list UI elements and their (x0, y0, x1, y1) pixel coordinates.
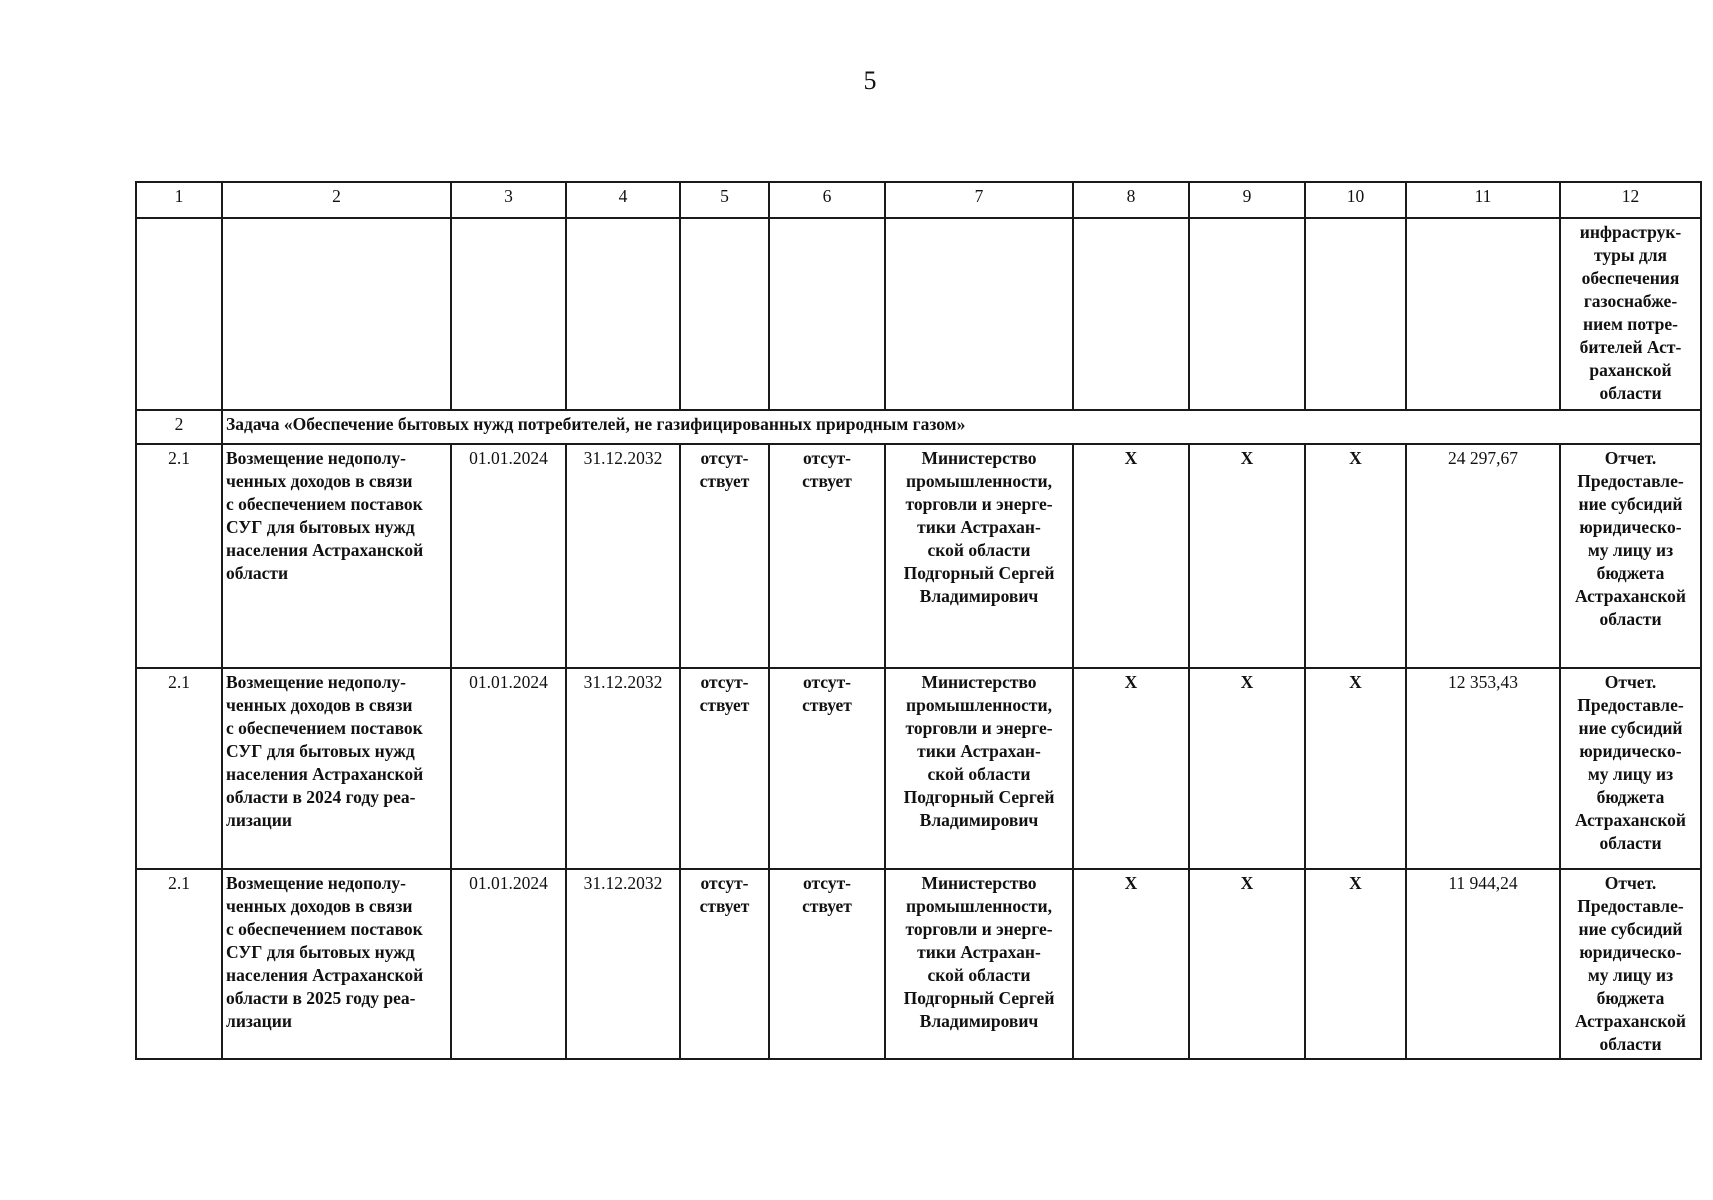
column-number: 5 (680, 182, 769, 218)
end-date: 31.12.2032 (566, 444, 680, 668)
start-date: 01.01.2024 (451, 444, 566, 668)
activity-name: Возмещение недополу- ченных доходов в связи с обеспечением поставок СУГ для бытовых нужд населения Астраханской области в 2024 году реа- лизации (222, 668, 451, 869)
empty-cell (885, 218, 1073, 410)
column-number: 6 (769, 182, 885, 218)
empty-cell (1073, 218, 1189, 410)
responsible-executor: Министерство промышленности, торговли и энерге- тики Астрахан- ской области Подгорный Сергей Владимирович (885, 668, 1073, 869)
col10-value: X (1305, 869, 1406, 1059)
column-number: 1 (136, 182, 222, 218)
empty-cell (769, 218, 885, 410)
row-number: 2.1 (136, 668, 222, 869)
column-number: 11 (1406, 182, 1560, 218)
col6-value: отсут- ствует (769, 869, 885, 1059)
col9-value: X (1189, 869, 1305, 1059)
result-cell: Отчет. Предоставле- ние субсидий юридическо- му лицу из бюджета Астраханской области (1560, 668, 1701, 869)
table-row (136, 444, 1701, 668)
column-number: 7 (885, 182, 1073, 218)
end-date: 31.12.2032 (566, 869, 680, 1059)
column-number: 4 (566, 182, 680, 218)
funding-amount: 11 944,24 (1406, 869, 1560, 1059)
empty-cell (136, 218, 222, 410)
row-number: 2.1 (136, 444, 222, 668)
col5-value: отсут- ствует (680, 668, 769, 869)
empty-cell (1305, 218, 1406, 410)
column-number: 3 (451, 182, 566, 218)
empty-cell (451, 218, 566, 410)
table-row (136, 668, 1701, 869)
activity-name: Возмещение недополу- ченных доходов в связи с обеспечением поставок СУГ для бытовых нужд населения Астраханской области (222, 444, 451, 668)
funding-amount: 24 297,67 (1406, 444, 1560, 668)
col5-value: отсут- ствует (680, 869, 769, 1059)
col8-value: X (1073, 444, 1189, 668)
responsible-executor: Министерство промышленности, торговли и энерге- тики Астрахан- ской области Подгорный Сергей Владимирович (885, 869, 1073, 1059)
empty-cell (222, 218, 451, 410)
activity-name: Возмещение недополу- ченных доходов в связи с обеспечением поставок СУГ для бытовых нужд населения Астраханской области в 2025 году реа- лизации (222, 869, 451, 1059)
col10-value: X (1305, 444, 1406, 668)
col6-value: отсут- ствует (769, 668, 885, 869)
funding-amount: 12 353,43 (1406, 668, 1560, 869)
empty-cell (680, 218, 769, 410)
result-cell: Отчет. Предоставле- ние субсидий юридическо- му лицу из бюджета Астраханской области (1560, 869, 1701, 1059)
col9-value: X (1189, 444, 1305, 668)
continuation-row (136, 218, 1701, 410)
col6-value: отсут- ствует (769, 444, 885, 668)
col5-value: отсут- ствует (680, 444, 769, 668)
column-number: 12 (1560, 182, 1701, 218)
column-number: 10 (1305, 182, 1406, 218)
col8-value: X (1073, 668, 1189, 869)
end-date: 31.12.2032 (566, 668, 680, 869)
col9-value: X (1189, 668, 1305, 869)
page-number: 5 (863, 66, 877, 95)
program-table (135, 181, 1702, 1060)
empty-cell (1406, 218, 1560, 410)
task-title: Задача «Обеспечение бытовых нужд потребителей, не газифицированных природным газом» (222, 410, 1701, 444)
result-cell: Отчет. Предоставле- ние субсидий юридическо- му лицу из бюджета Астраханской области (1560, 444, 1701, 668)
empty-cell (1189, 218, 1305, 410)
col10-value: X (1305, 668, 1406, 869)
row-number: 2.1 (136, 869, 222, 1059)
result-cell: инфраструк- туры для обеспечения газоснабже- нием потре- бителей Аст- раханской области (1560, 218, 1701, 410)
table-row (136, 869, 1701, 1059)
task-row (136, 410, 1701, 444)
start-date: 01.01.2024 (451, 869, 566, 1059)
task-number: 2 (136, 410, 222, 444)
column-number: 8 (1073, 182, 1189, 218)
col8-value: X (1073, 869, 1189, 1059)
empty-cell (566, 218, 680, 410)
column-number: 2 (222, 182, 451, 218)
column-number-row (136, 182, 1701, 218)
column-number: 9 (1189, 182, 1305, 218)
responsible-executor: Министерство промышленности, торговли и энерге- тики Астрахан- ской области Подгорный Сергей Владимирович (885, 444, 1073, 668)
start-date: 01.01.2024 (451, 668, 566, 869)
